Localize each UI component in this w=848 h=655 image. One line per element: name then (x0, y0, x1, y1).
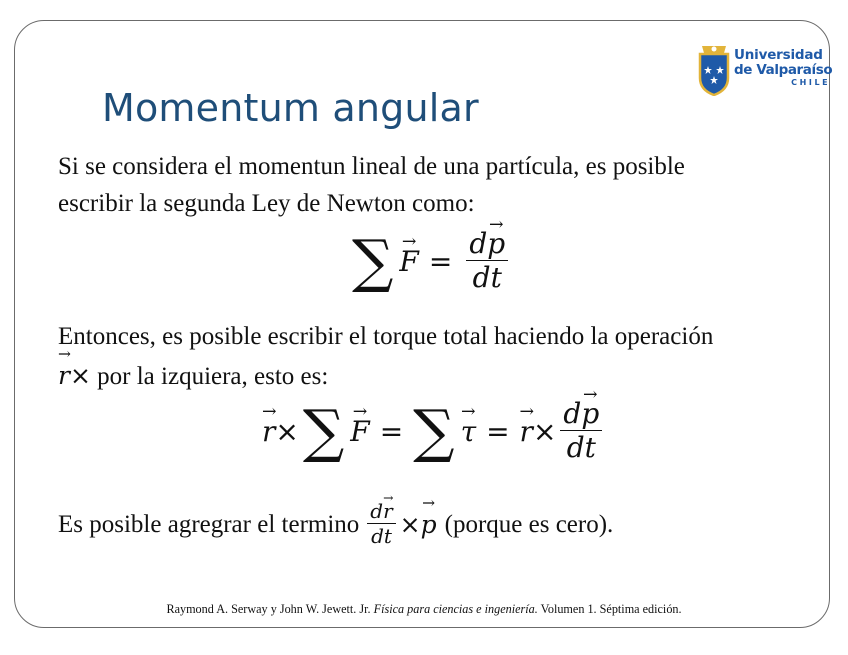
paragraph-2-line-1: Entonces, es posible escribir el torque total haciendo la operación (58, 323, 714, 350)
sum-symbol: ∑ (352, 227, 394, 296)
paragraph-3: Es posible agregrar el termino $\frac{d\to r}{dt}$ × → p (porque es cero). (58, 500, 613, 548)
fraction-dr-dt: $\frac{d\to r}{dt}$ (367, 500, 395, 548)
footnote (0, 602, 848, 617)
fraction-dp-dt: $\frac{d\to p}{dt}$ (466, 228, 508, 295)
shield-icon (696, 44, 732, 96)
fraction-dp-dt: $\frac{d\to p}{dt}$ (560, 398, 602, 465)
paragraph-2-line-2-wrap: → r× por la izquiera, esto es: (58, 357, 328, 395)
slide-title: Momentum angular (102, 86, 479, 130)
equation-torque: → r × ∑ → F = ∑ → τ = → r × $\frac{d\to p}{dt}$ (262, 398, 606, 465)
equals-sign: = (428, 244, 453, 278)
logo-line-2: de Valparaíso (734, 61, 833, 78)
equals-sign: = (379, 414, 404, 448)
p-vector: → p (421, 506, 437, 543)
paragraph-3-after: (porque es cero). (444, 510, 614, 538)
r-vector: → r (58, 357, 70, 394)
r-vector: → r (520, 415, 533, 448)
equals-sign: = (486, 414, 510, 448)
logo-text (734, 49, 832, 87)
footnote-book-title: Física para ciencias e ingeniería. (373, 602, 538, 616)
logo-line-1: Universidad (734, 47, 823, 63)
footnote-edition: Volumen 1. Séptima edición. (540, 602, 682, 616)
footnote-authors: Raymond A. Serway y John W. Jewett. Jr. (166, 602, 371, 616)
paragraph-1: Si se considera el momentun lineal de una partícula, es posible escribir la segunda Ley de Newton como: (58, 153, 685, 217)
force-vector: → F (399, 245, 418, 278)
force-vector: → F (350, 415, 369, 448)
sum-symbol: ∑ (413, 397, 455, 466)
paragraph-3-before: Es posible agregrar el termino (58, 510, 360, 538)
paragraph-2-line-2: por la izquiera, esto es: (97, 363, 329, 390)
logo-line-3: CHILE (791, 78, 831, 87)
university-logo (696, 44, 832, 100)
torque-vector: → τ (461, 415, 477, 448)
equation-newton (352, 228, 512, 295)
r-vector: → r (262, 415, 275, 448)
sum-symbol: ∑ (302, 397, 345, 466)
